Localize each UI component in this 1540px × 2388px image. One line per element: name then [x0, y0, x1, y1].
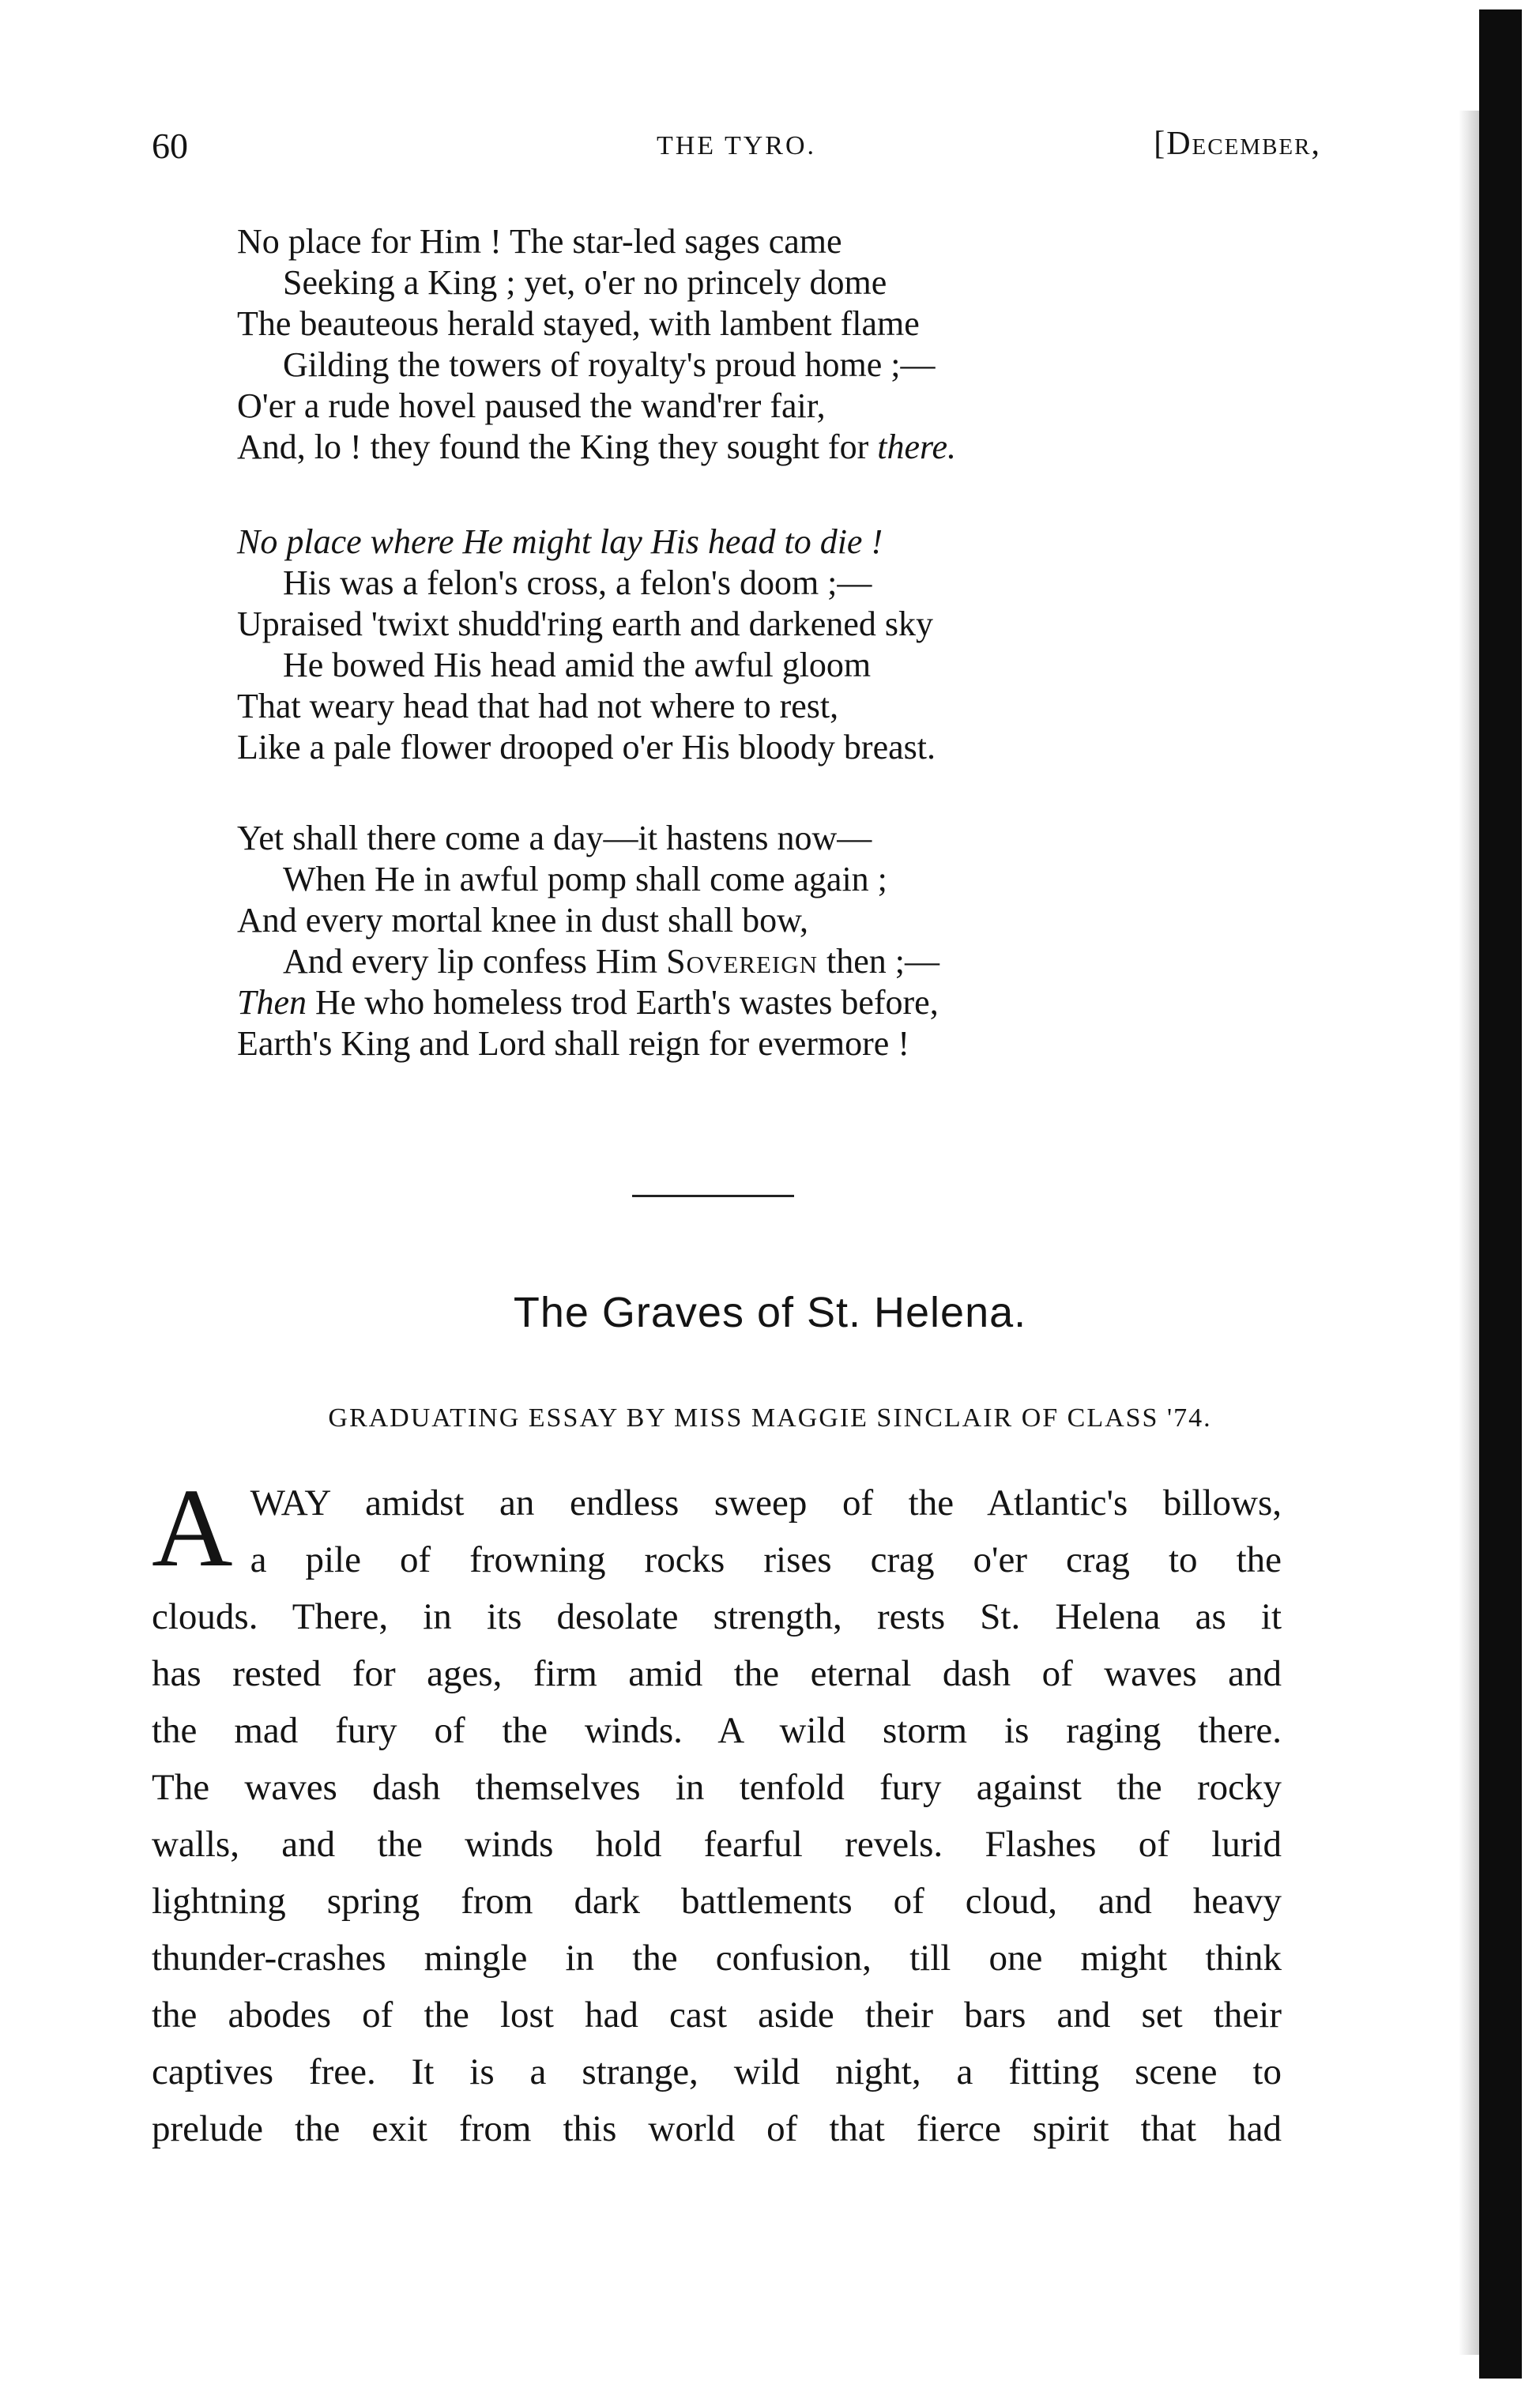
essay-byline: GRADUATING ESSAY BY MISS MAGGIE SINCLAIR OF CLASS '74.	[328, 1403, 1212, 1433]
poem-stanza-3	[237, 818, 939, 1064]
header-month: [December,	[1154, 126, 1321, 162]
poem-italic-word: there.	[877, 428, 956, 466]
page-number: 60	[152, 126, 188, 166]
poem-line: His was a felon's cross, a felon's doom ;—	[283, 563, 872, 602]
essay-line: prelude the exit from this world of that fierce spirit that had	[152, 2108, 1282, 2149]
essay-line: a pile of frowning rocks rises crag o'er crag to the	[250, 1539, 1282, 1580]
poem-line: Yet shall there come a day—it hastens now—	[237, 819, 872, 857]
page-edge-shadow	[1459, 111, 1481, 2355]
poem-line-text: He who homeless trod Earth's wastes before,	[315, 983, 939, 1022]
poem-line: He bowed His head amid the awful gloom	[283, 646, 872, 684]
poem-line: Upraised 'twixt shudd'ring earth and darkened sky	[237, 605, 933, 643]
poem-line-text: then ;—	[826, 942, 940, 981]
poem-line: Seeking a King ; yet, o'er no princely dome	[283, 263, 887, 302]
poem-line	[237, 941, 939, 982]
essay-line: has rested for ages, firm amid the eternal dash of waves and	[152, 1653, 1282, 1694]
section-divider	[632, 1195, 794, 1197]
page-header	[152, 125, 1321, 180]
essay-line: clouds. There, in its desolate strength, rests St. Helena as it	[152, 1596, 1282, 1637]
drop-cap: A	[152, 1465, 233, 1590]
poem-line-text: And every lip confess Him	[283, 942, 658, 981]
essay-line: lightning spring from dark battlements of cloud, and heavy	[152, 1881, 1282, 1922]
essay-line: the mad fury of the winds. A wild storm is raging there.	[152, 1710, 1282, 1751]
poem-line: O'er a rude hovel paused the wand'rer fair,	[237, 386, 826, 425]
poem-line: That weary head that had not where to rest,	[237, 687, 839, 725]
poem-line: No place for Him ! The star-led sages came	[237, 222, 842, 261]
poem-line: Gilding the towers of royalty's proud home ;—	[283, 345, 936, 384]
essay-line: WAY amidst an endless sweep of the Atlantic's billows,	[250, 1482, 1282, 1524]
essay-line: captives free. It is a strange, wild night, a fitting scene to	[152, 2051, 1282, 2092]
page-edge-binding	[1479, 9, 1522, 2379]
poem-line	[237, 982, 939, 1023]
essay-line: the abodes of the lost had cast aside their bars and set their	[152, 1994, 1282, 2036]
essay-line: The waves dash themselves in tenfold fury against the rocky	[152, 1767, 1282, 1808]
poem-stanza-1	[237, 221, 956, 468]
poem-line-text: And, lo ! they found the King they sought for	[237, 428, 869, 466]
poem-line: The beauteous herald stayed, with lambent flame	[237, 304, 920, 343]
essay-title: The Graves of St. Helena.	[513, 1289, 1027, 1336]
small-caps-word: Sovereign	[666, 942, 819, 981]
poem-line	[237, 427, 956, 468]
poem-line: When He in awful pomp shall come again ;	[283, 860, 887, 898]
essay-line: thunder-crashes mingle in the confusion, till one might think	[152, 1938, 1282, 1979]
running-title: THE TYRO.	[656, 131, 817, 160]
essay-body	[152, 1465, 1282, 2157]
poem-line: And every mortal knee in dust shall bow,	[237, 901, 808, 940]
poem-line: Earth's King and Lord shall reign for evermore !	[237, 1024, 909, 1063]
poem-line: Like a pale flower drooped o'er His bloody breast.	[237, 728, 936, 766]
poem-italic-word: Then	[237, 983, 307, 1022]
poem-stanza-2	[237, 522, 936, 768]
poem-line: No place where He might lay His head to die !	[237, 522, 883, 561]
essay-line: walls, and the winds hold fearful revels. Flashes of lurid	[152, 1824, 1282, 1865]
